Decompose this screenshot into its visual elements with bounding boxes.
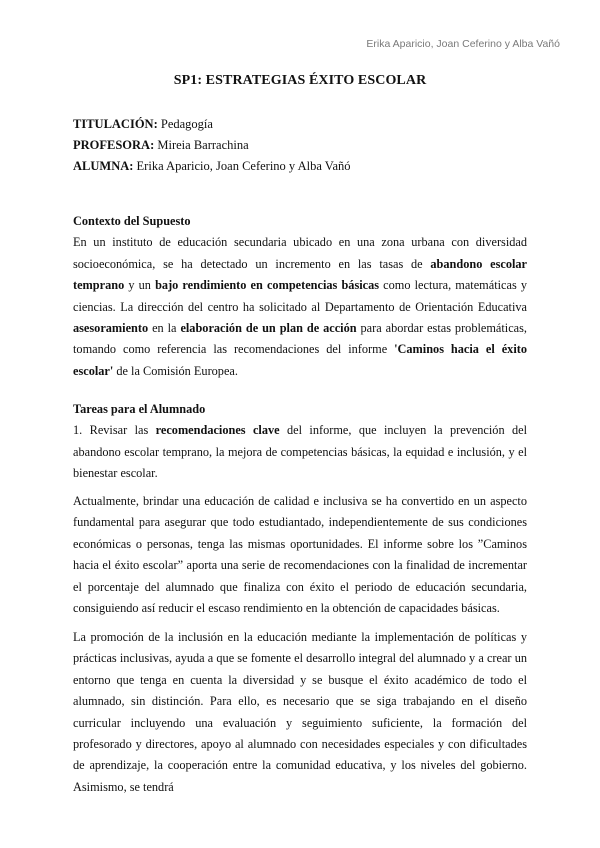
titulacion-label: TITULACIÓN: [73, 117, 158, 131]
context-bold-5: 'Caminos hacia el éxito escolar' [73, 342, 527, 378]
alumna-value: Erika Aparicio, Joan Ceferino y Alba Vañó [133, 159, 351, 173]
tasks-section [73, 399, 527, 485]
tasks-text-2: del informe, que incluyen la prevención del abandono escolar temprano, la mejora de competencias básicas, la equidad e inclusión, y el bienestar escolar. [73, 423, 528, 481]
titulacion-value: Pedagogía [157, 117, 213, 131]
tasks-text-1: 1. Revisar las [73, 423, 156, 438]
tasks-heading: Tareas para el Alumnado [73, 402, 206, 416]
context-bold-4: elaboración de un plan de acción [180, 321, 357, 336]
context-bold-3: asesoramiento [73, 321, 149, 336]
context-paragraph [73, 232, 527, 382]
context-bold-2: bajo rendimiento en competencias básicas [155, 278, 380, 293]
page-header-authors: Erika Aparicio, Joan Ceferino y Alba Vañó [366, 38, 560, 50]
profesora-value: Mireia Barrachina [154, 138, 249, 152]
context-text-4: en la [148, 321, 181, 336]
context-text-6: de la Comisión Europea. [113, 363, 238, 378]
tasks-item-1 [73, 420, 527, 484]
meta-alumna [73, 156, 351, 177]
meta-titulacion [73, 114, 351, 135]
context-heading: Contexto del Supuesto [73, 214, 191, 228]
context-text-5: para abordar estas problemáticas, tomando como referencia las recomendaciones del informe [73, 321, 527, 357]
context-text-1: En un instituto de educación secundaria ubicado en una zona urbana con diversidad socioeconómica, se ha detectado un incremento en las tasas de [73, 235, 527, 271]
context-text-3: como lectura, matemáticas y ciencias. La dirección del centro ha solicitado al Departamento de Orientación Educativa [73, 278, 528, 314]
alumna-label: ALUMNA: [73, 159, 134, 173]
profesora-label: PROFESORA: [73, 138, 155, 152]
body-paragraph-1 [73, 491, 527, 619]
document-title: SP1: ESTRATEGIAS ÉXITO ESCOLAR [173, 73, 427, 88]
paragraph-1-text: Actualmente, brindar una educación de calidad e inclusiva se ha convertido en un aspecto fundamental para asegurar que todo estudiantado, independientemente de sus condiciones económicas o personas, tenga las mismas oportunidades. El informe sobre los ”Caminos hacia el éxito escolar” aporta una serie de recomendaciones con la finalidad de incrementar el porcentaje del alumnado que finaliza con éxito el periodo de educación secundaria, consiguiendo así reducir el escaso rendimiento en la obtención de capacidades básicas. [73, 494, 527, 616]
paragraph-2-text: La promoción de la inclusión en la educación mediante la implementación de políticas y prácticas inclusivas, ayuda a que se fomente el desarrollo integral del alumnado y a crear un entorno que tenga en cuenta la diversidad y se busque el éxito académico de todo el alumnado, sin distinción. Para ello, es necesario que se siga trabajando en el diseño curricular incluyendo una evaluación y seguimiento suficiente, la formación del profesorado y directores, apoyo al alumnado con necesidades especiales y con dificultades de aprendizaje, la cooperación entre la comunidad educativa, y los niveles del gobierno. Asimismo, se tendrá [73, 630, 527, 794]
tasks-bold-1: recomendaciones clave [155, 423, 280, 438]
meta-profesora [73, 135, 351, 156]
document-meta [73, 114, 351, 177]
body-paragraph-2 [73, 627, 527, 798]
context-section [73, 211, 527, 382]
context-text-2: y un [124, 278, 156, 293]
context-bold-1: abandono escolar temprano [73, 256, 527, 293]
